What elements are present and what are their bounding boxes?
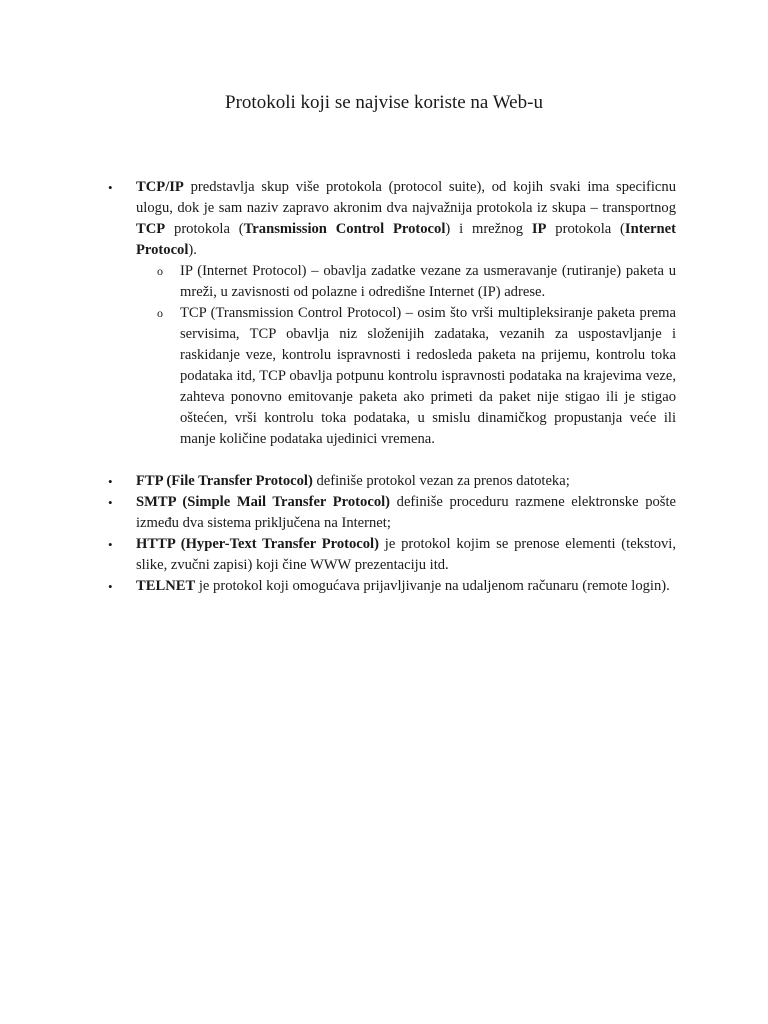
tcpip-text: ). [188, 242, 197, 258]
ip-fullname: Internet Protocol [136, 221, 676, 258]
bullet-icon: • [108, 537, 113, 552]
bullet-icon: • [108, 579, 113, 594]
tcpip-text: predstavlja skup više protokola (protocol suite), od kojih svaki ima specificnu ulogu, dok je sam naziv zapravo akronim dva najvažnija protokola iz skupa – transportnog [136, 179, 676, 216]
list-item-text [136, 471, 676, 492]
list-item-smtp [108, 492, 676, 534]
list-item-term: SMTP (Simple Mail Transfer Protocol) [136, 494, 391, 510]
list-item-desc: definiše protokol vezan za prenos datoteka; [312, 473, 570, 489]
tcpip-paragraph [136, 177, 676, 261]
list-item-term: HTTP (Hyper-Text Transfer Protocol) [136, 536, 379, 552]
tcpip-sublist [136, 261, 676, 450]
list-item-term: TELNET [136, 578, 196, 594]
tcpip-term: TCP/IP [136, 179, 184, 195]
list-item-text [136, 534, 676, 576]
document-body [108, 177, 676, 597]
ip-term: IP [531, 221, 547, 237]
list-item-text [136, 576, 676, 597]
bullet-icon: • [108, 180, 113, 195]
list-item-desc: je protokol kojim se prenose elementi (tekstovi, slike, zvučni zapisi) koji čine WWW prezentaciju itd. [136, 536, 676, 573]
list-item-http [108, 534, 676, 576]
sub-item-text: IP (Internet Protocol) – obavlja zadatke vezane za usmeravanje (rutiranje) paketa u mreži, u zavisnosti od polazne i odredišne Internet (IP) adrese. [180, 263, 676, 300]
sub-item-tcp [157, 303, 676, 450]
tcpip-text: protokola ( [546, 221, 625, 237]
list-item-desc: je protokol koji omogućava prijavljivanje na udaljenom računaru (remote login). [195, 578, 670, 594]
list-item-desc: definiše proceduru razmene elektronske pošte između dva sistema priključena na Internet; [136, 494, 676, 531]
page-title: Protokoli koji se najvise koriste na Web-u [225, 92, 543, 113]
list-item-text [136, 492, 676, 534]
list-item-tcpip [108, 177, 676, 450]
protocol-list [108, 177, 676, 597]
tcp-term: TCP [136, 221, 166, 237]
tcp-fullname: Transmission Control Protocol [243, 221, 446, 237]
sub-item-text: TCP (Transmission Control Protocol) – osim što vrši multipleksiranje paketa prema servisima, TCP obavlja niz složenijih zadataka, vezanih za uspostavljanje i raskidanje veze, kontrolu ispravnosti i redosleda paketa na prijemu, kontrolu toka podataka itd, TCP obavlja potpunu kontrolu ispravnosti podataka na krajevima veze, zahteva ponovno emitovanje paketa ako primeti da paket nije stigao ili je stigao oštećen, vrši kontrolu toka podataka, u smislu dinamičkog propustanja veće ili manje količine podataka ujedinici vremena. [180, 305, 676, 447]
circle-bullet-icon: o [157, 306, 163, 320]
list-item-term: FTP (File Transfer Protocol) [136, 473, 313, 489]
tcpip-text: ) i mrežnog [445, 221, 532, 237]
bullet-icon: • [108, 495, 113, 510]
circle-bullet-icon: o [157, 264, 163, 278]
list-item-telnet [108, 576, 676, 597]
list-item-ftp [108, 471, 676, 492]
tcpip-text: protokola ( [165, 221, 244, 237]
sub-item-ip [157, 261, 676, 303]
bullet-icon: • [108, 474, 113, 489]
